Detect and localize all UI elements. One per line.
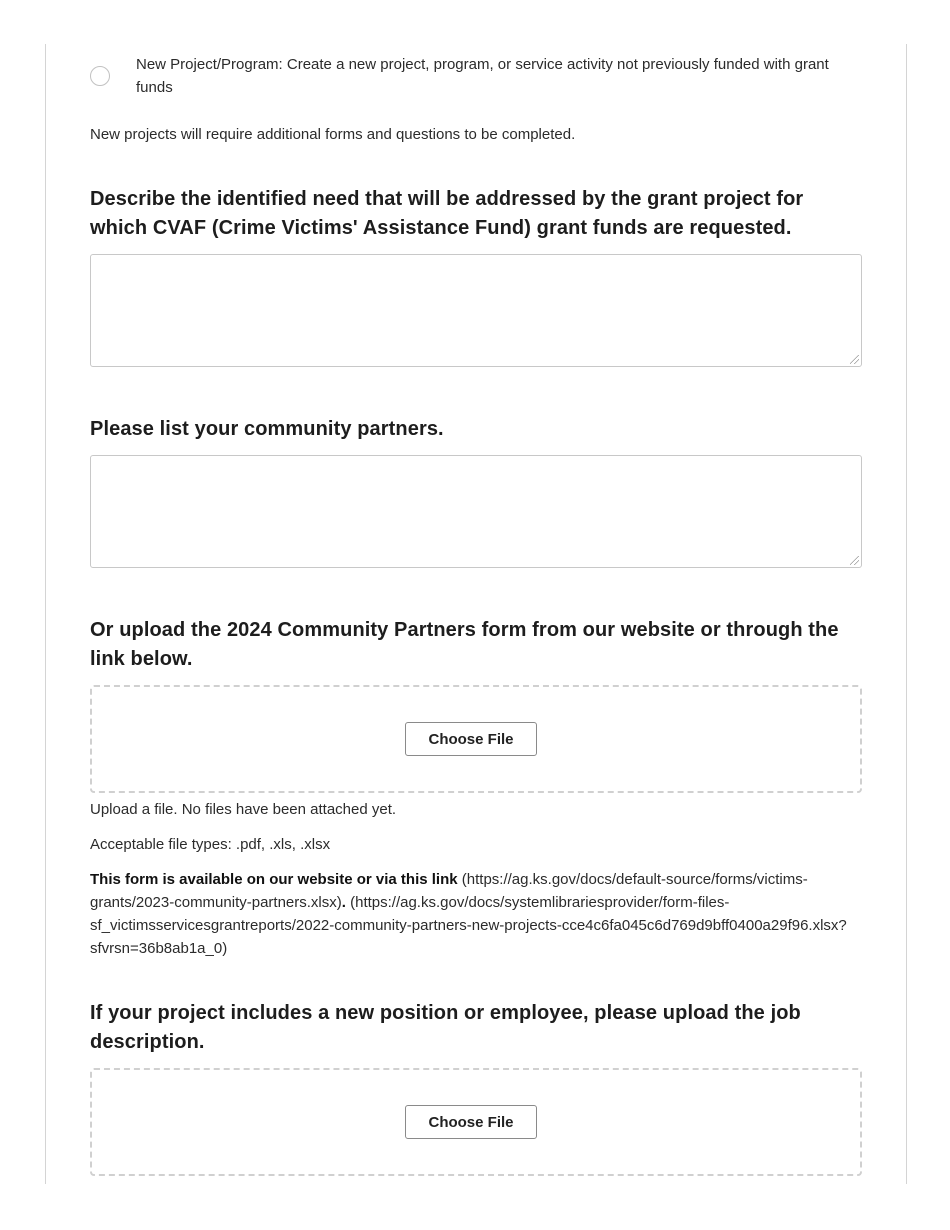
acceptable-file-types: Acceptable file types: .pdf, .xls, .xlsx (90, 836, 331, 853)
help-link-1[interactable]: (https://ag.ks.gov/docs/default-source/forms/victims-grants/2023-community-partners.xlsx) (90, 871, 808, 911)
question-upload-partners-form: Or upload the 2024 Community Partners form from our website or through the link below. (90, 619, 839, 670)
resize-grip-icon[interactable] (850, 355, 859, 364)
resize-grip-icon[interactable] (850, 556, 859, 565)
help-separator: . (341, 894, 351, 911)
identified-need-textarea[interactable] (90, 254, 862, 367)
question-community-partners: Please list your community partners. (90, 418, 444, 440)
question-job-description: If your project includes a new position or employee, please upload the job description. (90, 1002, 801, 1053)
radio-option-label: New Project/Program: Create a new project, program, or service activity not previously funded with grant funds (136, 56, 829, 96)
form-help-text (90, 868, 850, 960)
radio-button[interactable] (90, 66, 110, 86)
question-identified-need: Describe the identified need that will be addressed by the grant project for which CVAF (Crime Victims' Assistance Fund) grant funds are requested. (90, 188, 804, 239)
partners-file-dropzone[interactable] (90, 685, 862, 793)
upload-status: Upload a file. No files have been attached yet. (90, 801, 397, 818)
help-lead: This form is available on our website or via this link (90, 871, 458, 888)
job-description-file-dropzone[interactable] (90, 1068, 862, 1176)
help-link-2[interactable]: (https://ag.ks.gov/docs/systemlibrariesprovider/form-files-sf_victimsservicesgrantreports/2022-community-partners-new-projects-cce4c6fa045c6d769d9bff0400a29f96.xlsx?sfvrsn=36b8ab1a_0) (90, 894, 847, 957)
choose-file-button[interactable]: Choose File (405, 1105, 537, 1139)
community-partners-textarea[interactable] (90, 455, 862, 568)
choose-file-button[interactable]: Choose File (405, 722, 537, 756)
new-project-note: New projects will require additional forms and questions to be completed. (90, 126, 576, 143)
